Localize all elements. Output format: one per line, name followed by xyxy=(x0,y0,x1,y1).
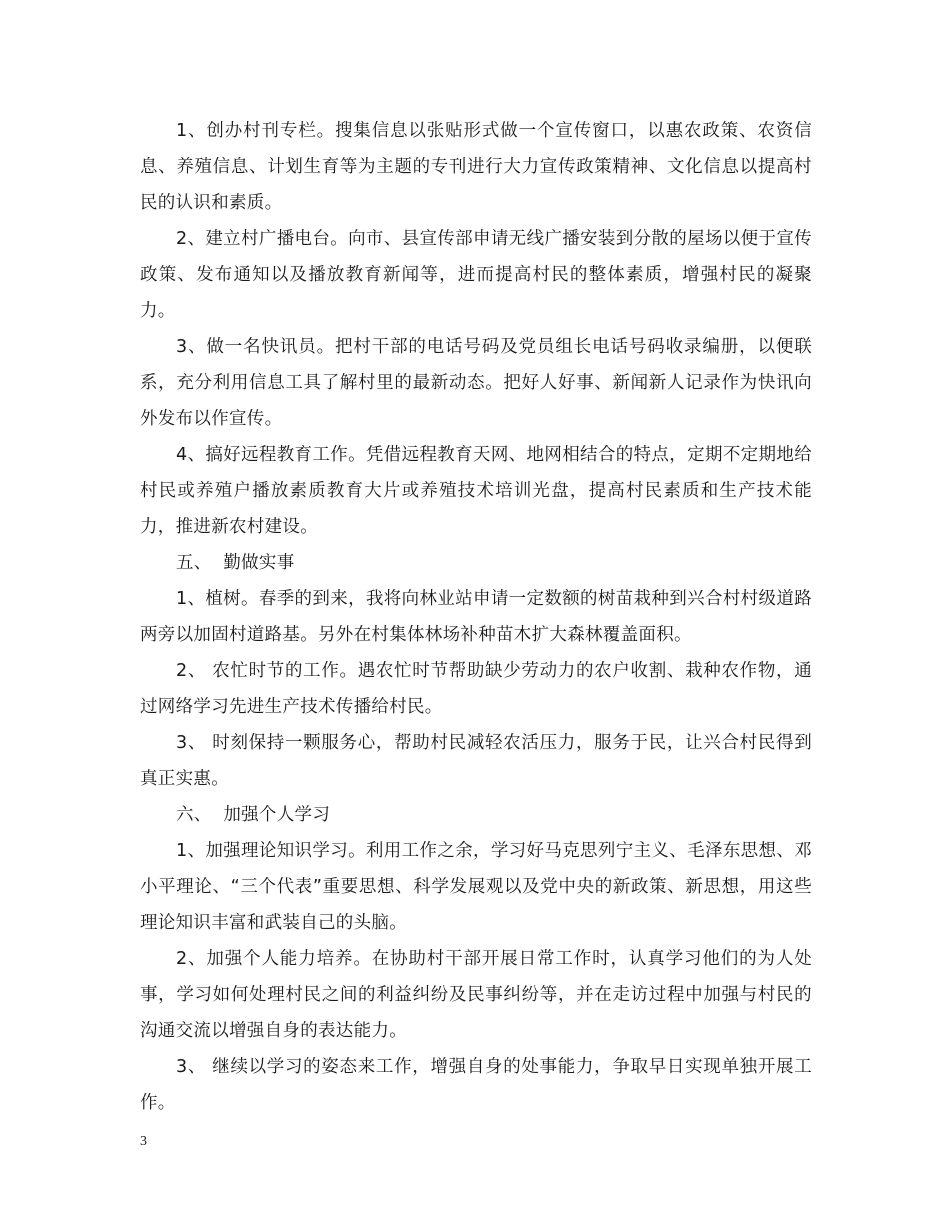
paragraph: 3、做一名快讯员。把村干部的电话号码及党员组长电话号码收录编册，以便联系，充分利用信息工具了解村里的最新动态。把好人好事、新闻新人记录作为快讯向外发布以作宣传。 xyxy=(140,337,812,429)
paragraph: 3、 时刻保持一颗服务心，帮助村民减轻农活压力，服务于民，让兴合村民得到真正实惠。 xyxy=(140,733,812,789)
paragraph: 3、 继续以学习的姿态来工作，增强自身的处事能力，争取早日实现单独开展工作。 xyxy=(140,1057,812,1113)
paragraph: 2、加强个人能力培养。在协助村干部开展日常工作时，认真学习他们的为人处事，学习如何处理村民之间的利益纠纷及民事纠纷等，并在走访过程中加强与村民的沟通交流以增强自身的表达能力。 xyxy=(140,949,812,1041)
section-heading: 六、 加强个人学习 xyxy=(176,805,331,825)
page-number: 3 xyxy=(140,1134,147,1149)
paragraph: 1、植树。春季的到来，我将向林业站申请一定数额的树苗栽种到兴合村村级道路两旁以加固村道路基。另外在村集体林场补种苗木扩大森林覆盖面积。 xyxy=(140,589,812,645)
paragraph: 1、加强理论知识学习。利用工作之余，学习好马克思列宁主义、毛泽东思想、邓小平理论、“三个代表”重要思想、科学发展观以及党中央的新政策、新思想，用这些理论知识丰富和武装自己的头脑。 xyxy=(140,841,812,933)
document-body xyxy=(140,113,812,1121)
paragraph: 2、建立村广播电台。向市、县宣传部申请无线广播安装到分散的屋场以便于宣传政策、发布通知以及播放教育新闻等，进而提高村民的整体素质，增强村民的凝聚力。 xyxy=(140,229,812,321)
paragraph: 4、搞好远程教育工作。凭借远程教育天网、地网相结合的特点，定期不定期地给村民或养殖户播放素质教育大片或养殖技术培训光盘，提高村民素质和生产技术能力，推进新农村建设。 xyxy=(140,445,812,537)
paragraph: 2、 农忙时节的工作。遇农忙时节帮助缺少劳动力的农户收割、栽种农作物，通过网络学习先进生产技术传播给村民。 xyxy=(140,661,812,717)
paragraph: 1、创办村刊专栏。搜集信息以张贴形式做一个宣传窗口，以惠农政策、农资信息、养殖信息、计划生育等为主题的专刊进行大力宣传政策精神、文化信息以提高村民的认识和素质。 xyxy=(140,121,812,213)
section-heading: 五、 勤做实事 xyxy=(176,553,295,573)
